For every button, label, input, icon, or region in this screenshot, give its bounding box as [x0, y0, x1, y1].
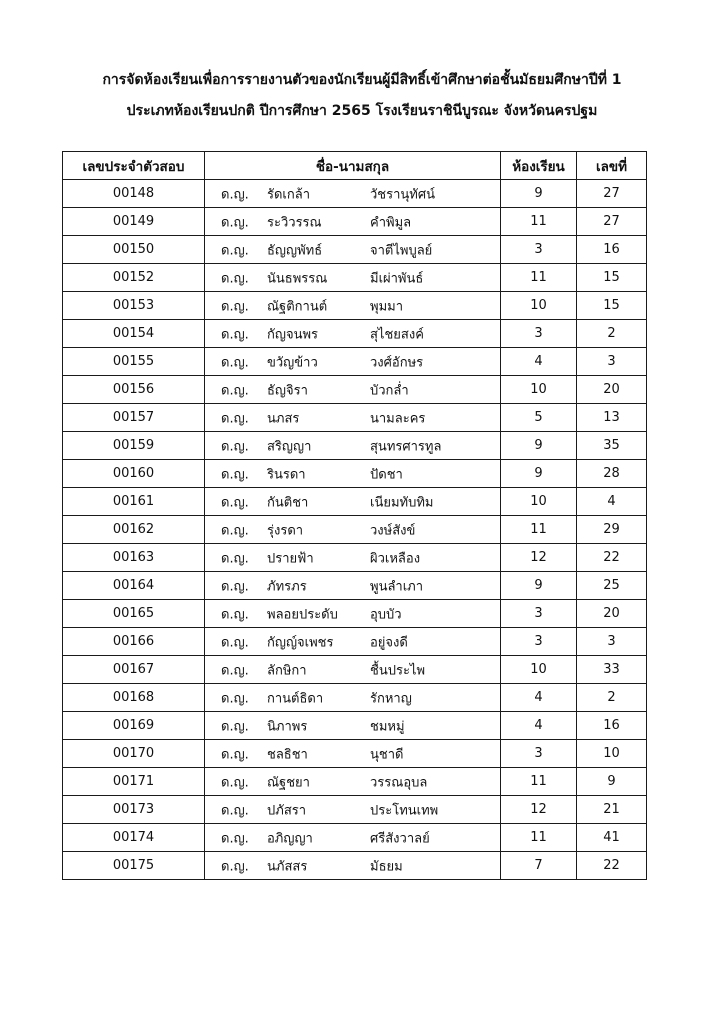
student-last-name: ชื้นประไพ — [370, 663, 426, 678]
student-prefix: ด.ญ. — [221, 803, 249, 818]
student-name-cell — [205, 376, 501, 404]
room-cell: 9 — [501, 460, 577, 488]
table-row — [63, 264, 647, 292]
student-name-cell — [205, 740, 501, 768]
student-first-name: นภัสสร — [267, 859, 308, 874]
student-last-name: ปัดชา — [370, 467, 403, 482]
table-row — [63, 824, 647, 852]
student-name-cell — [205, 656, 501, 684]
student-first-name: กานต์ธิดา — [267, 691, 324, 706]
seat-number-cell: 29 — [577, 516, 647, 544]
seat-number-cell: 16 — [577, 236, 647, 264]
exam-id-cell: 00174 — [63, 824, 205, 852]
student-name-cell — [205, 460, 501, 488]
table-row — [63, 432, 647, 460]
student-name-cell — [205, 684, 501, 712]
student-name-cell — [205, 488, 501, 516]
room-cell: 4 — [501, 712, 577, 740]
room-cell: 10 — [501, 488, 577, 516]
seat-number-cell: 4 — [577, 488, 647, 516]
seat-number-cell: 28 — [577, 460, 647, 488]
seat-number-cell: 15 — [577, 292, 647, 320]
exam-id-cell: 00150 — [63, 236, 205, 264]
seat-number-cell: 10 — [577, 740, 647, 768]
exam-id-cell: 00152 — [63, 264, 205, 292]
student-name-cell — [205, 348, 501, 376]
exam-id-cell: 00163 — [63, 544, 205, 572]
student-prefix: ด.ญ. — [221, 859, 249, 874]
student-last-name: พุมมา — [370, 299, 404, 314]
student-name-cell — [205, 796, 501, 824]
room-cell: 11 — [501, 824, 577, 852]
room-cell: 5 — [501, 404, 577, 432]
student-last-name: ประโทนเทพ — [370, 803, 439, 818]
exam-id-cell: 00171 — [63, 768, 205, 796]
student-name-cell — [205, 292, 501, 320]
student-first-name: กันติชา — [267, 495, 309, 510]
exam-id-cell: 00165 — [63, 600, 205, 628]
seat-number-cell: 13 — [577, 404, 647, 432]
exam-id-cell: 00169 — [63, 712, 205, 740]
seat-number-cell: 22 — [577, 852, 647, 880]
room-cell: 10 — [501, 376, 577, 404]
seat-number-cell: 25 — [577, 572, 647, 600]
seat-number-cell: 22 — [577, 544, 647, 572]
student-last-name: ชมหมู่ — [370, 719, 405, 734]
room-cell: 3 — [501, 600, 577, 628]
student-first-name: นันธพรรณ — [267, 271, 328, 286]
student-first-name: อภิญญา — [267, 831, 313, 846]
student-name-cell — [205, 600, 501, 628]
seat-number-cell: 33 — [577, 656, 647, 684]
exam-id-cell: 00164 — [63, 572, 205, 600]
student-last-name: อุบบัว — [370, 607, 402, 622]
seat-number-cell: 9 — [577, 768, 647, 796]
room-cell: 3 — [501, 236, 577, 264]
student-last-name: รักหาญ — [370, 691, 412, 706]
student-first-name: ณัฐชยา — [267, 775, 310, 790]
student-prefix: ด.ญ. — [221, 523, 249, 538]
seat-number-cell: 41 — [577, 824, 647, 852]
exam-id-cell: 00173 — [63, 796, 205, 824]
student-first-name: ธัญญพัทธ์ — [267, 243, 323, 258]
student-first-name: รินรดา — [267, 467, 306, 482]
table-row — [63, 348, 647, 376]
student-prefix: ด.ญ. — [221, 663, 249, 678]
student-last-name: นุชาดี — [370, 747, 404, 762]
document-title: การจัดห้องเรียนเพื่อการรายงานตัวของนักเรียนผู้มีสิทธิ์เข้าศึกษาต่อชั้นมัธยมศึกษาปีที่ 1 — [102, 72, 622, 88]
exam-id-cell: 00154 — [63, 320, 205, 348]
student-prefix: ด.ญ. — [221, 467, 249, 482]
table-row — [63, 488, 647, 516]
student-first-name: นิภาพร — [267, 719, 308, 734]
exam-id-cell: 00175 — [63, 852, 205, 880]
student-first-name: กัญจนพร — [267, 327, 319, 342]
student-first-name: ลักษิกา — [267, 663, 307, 678]
table-row — [63, 208, 647, 236]
exam-id-cell: 00153 — [63, 292, 205, 320]
student-prefix: ด.ญ. — [221, 691, 249, 706]
student-name-cell — [205, 320, 501, 348]
student-first-name: ระวิวรรณ — [267, 215, 322, 230]
student-prefix: ด.ญ. — [221, 383, 249, 398]
student-last-name: นามละคร — [370, 411, 426, 426]
student-first-name: นภสร — [267, 411, 300, 426]
student-first-name: รัดเกล้า — [267, 187, 311, 202]
exam-id-cell: 00166 — [63, 628, 205, 656]
student-name-cell — [205, 432, 501, 460]
student-last-name: เนียมทับทิม — [370, 495, 434, 510]
table-row — [63, 712, 647, 740]
student-prefix: ด.ญ. — [221, 775, 249, 790]
table-row — [63, 656, 647, 684]
student-first-name: รุ่งรดา — [267, 523, 304, 538]
student-last-name: มัธยม — [370, 859, 403, 874]
student-roster-table — [62, 151, 647, 880]
table-row — [63, 852, 647, 880]
table-row — [63, 544, 647, 572]
student-last-name: วัชรานุทัศน์ — [370, 187, 435, 202]
document-subtitle: ประเภทห้องเรียนปกติ ปีการศึกษา 2565 โรงเรียนราชินีบูรณะ จังหวัดนครปฐม — [126, 103, 598, 119]
room-cell: 11 — [501, 264, 577, 292]
student-last-name: วงษ์สังข์ — [370, 523, 416, 538]
header-room: ห้องเรียน — [501, 152, 577, 180]
table-body — [63, 180, 647, 880]
seat-number-cell: 35 — [577, 432, 647, 460]
student-prefix: ด.ญ. — [221, 327, 249, 342]
student-first-name: สริญญา — [267, 439, 312, 454]
student-name-cell — [205, 572, 501, 600]
exam-id-cell: 00156 — [63, 376, 205, 404]
student-name-cell — [205, 516, 501, 544]
seat-number-cell: 21 — [577, 796, 647, 824]
student-prefix: ด.ญ. — [221, 579, 249, 594]
room-cell: 9 — [501, 432, 577, 460]
seat-number-cell: 20 — [577, 376, 647, 404]
room-cell: 4 — [501, 348, 577, 376]
student-prefix: ด.ญ. — [221, 719, 249, 734]
seat-number-cell: 27 — [577, 208, 647, 236]
exam-id-cell: 00162 — [63, 516, 205, 544]
room-cell: 3 — [501, 740, 577, 768]
seat-number-cell: 27 — [577, 180, 647, 208]
student-prefix: ด.ญ. — [221, 243, 249, 258]
student-first-name: ณัฐติกานต์ — [267, 299, 328, 314]
exam-id-cell: 00167 — [63, 656, 205, 684]
student-first-name: ชลธิชา — [267, 747, 308, 762]
student-last-name: มีเผ่าพันธ์ — [370, 271, 424, 286]
student-name-cell — [205, 180, 501, 208]
student-name-cell — [205, 236, 501, 264]
student-name-cell — [205, 544, 501, 572]
exam-id-cell: 00149 — [63, 208, 205, 236]
student-name-cell — [205, 264, 501, 292]
table-row — [63, 292, 647, 320]
student-prefix: ด.ญ. — [221, 187, 249, 202]
room-cell: 3 — [501, 320, 577, 348]
room-cell: 9 — [501, 572, 577, 600]
student-prefix: ด.ญ. — [221, 215, 249, 230]
student-prefix: ด.ญ. — [221, 411, 249, 426]
exam-id-cell: 00161 — [63, 488, 205, 516]
room-cell: 11 — [501, 516, 577, 544]
table-row — [63, 572, 647, 600]
seat-number-cell: 3 — [577, 628, 647, 656]
room-cell: 11 — [501, 768, 577, 796]
student-first-name: ธัญจิรา — [267, 383, 308, 398]
student-name-cell — [205, 404, 501, 432]
student-last-name: บัวกล่ำ — [370, 383, 409, 398]
student-last-name: คำพิมูล — [370, 215, 412, 230]
student-prefix: ด.ญ. — [221, 355, 249, 370]
table-row — [63, 516, 647, 544]
room-cell: 3 — [501, 628, 577, 656]
room-cell: 11 — [501, 208, 577, 236]
student-name-cell — [205, 852, 501, 880]
student-last-name: สุไชยสงค์ — [370, 327, 424, 342]
table-row — [63, 628, 647, 656]
table-row — [63, 600, 647, 628]
table-row — [63, 684, 647, 712]
room-cell: 4 — [501, 684, 577, 712]
student-last-name: ผิวเหลือง — [370, 551, 421, 566]
room-cell: 10 — [501, 292, 577, 320]
exam-id-cell: 00155 — [63, 348, 205, 376]
student-prefix: ด.ญ. — [221, 299, 249, 314]
student-prefix: ด.ญ. — [221, 635, 249, 650]
header-name: ชื่อ-นามสกุล — [205, 152, 501, 180]
table-row — [63, 740, 647, 768]
student-first-name: ภัทรภร — [267, 579, 307, 594]
student-last-name: สุนทรศารทูล — [370, 439, 442, 454]
exam-id-cell: 00159 — [63, 432, 205, 460]
student-last-name: อยู่จงดี — [370, 635, 408, 650]
student-last-name: วงศ์อักษร — [370, 355, 424, 370]
student-prefix: ด.ญ. — [221, 747, 249, 762]
room-cell: 9 — [501, 180, 577, 208]
table-row — [63, 180, 647, 208]
table-row — [63, 236, 647, 264]
student-first-name: ขวัญข้าว — [267, 355, 318, 370]
table-row — [63, 404, 647, 432]
exam-id-cell: 00168 — [63, 684, 205, 712]
room-cell: 12 — [501, 544, 577, 572]
student-last-name: จาตีไพบูลย์ — [370, 243, 433, 258]
student-last-name: วรรณอุบล — [370, 775, 428, 790]
student-prefix: ด.ญ. — [221, 607, 249, 622]
table-row — [63, 768, 647, 796]
exam-id-cell: 00157 — [63, 404, 205, 432]
student-prefix: ด.ญ. — [221, 271, 249, 286]
room-cell: 10 — [501, 656, 577, 684]
student-name-cell — [205, 208, 501, 236]
header-exam-id: เลขประจำตัวสอบ — [63, 152, 205, 180]
exam-id-cell: 00160 — [63, 460, 205, 488]
student-first-name: ปภัสรา — [267, 803, 307, 818]
student-prefix: ด.ญ. — [221, 831, 249, 846]
student-prefix: ด.ญ. — [221, 439, 249, 454]
student-first-name: ปรายฟ้า — [267, 551, 314, 566]
table-row — [63, 796, 647, 824]
seat-number-cell: 3 — [577, 348, 647, 376]
table-row — [63, 460, 647, 488]
student-name-cell — [205, 628, 501, 656]
seat-number-cell: 20 — [577, 600, 647, 628]
seat-number-cell: 2 — [577, 320, 647, 348]
table-header-row — [63, 152, 647, 180]
student-name-cell — [205, 768, 501, 796]
room-cell: 12 — [501, 796, 577, 824]
seat-number-cell: 2 — [577, 684, 647, 712]
exam-id-cell: 00148 — [63, 180, 205, 208]
student-prefix: ด.ญ. — [221, 551, 249, 566]
seat-number-cell: 16 — [577, 712, 647, 740]
student-last-name: ศรีสังวาลย์ — [370, 831, 430, 846]
room-cell: 7 — [501, 852, 577, 880]
header-number: เลขที่ — [577, 152, 647, 180]
table-row — [63, 376, 647, 404]
table-row — [63, 320, 647, 348]
student-name-cell — [205, 712, 501, 740]
exam-id-cell: 00170 — [63, 740, 205, 768]
student-prefix: ด.ญ. — [221, 495, 249, 510]
student-first-name: พลอยประดับ — [267, 607, 338, 622]
student-first-name: กัญญ์จเพชร — [267, 635, 334, 650]
student-last-name: พูนลำเภา — [370, 579, 424, 594]
seat-number-cell: 15 — [577, 264, 647, 292]
student-name-cell — [205, 824, 501, 852]
